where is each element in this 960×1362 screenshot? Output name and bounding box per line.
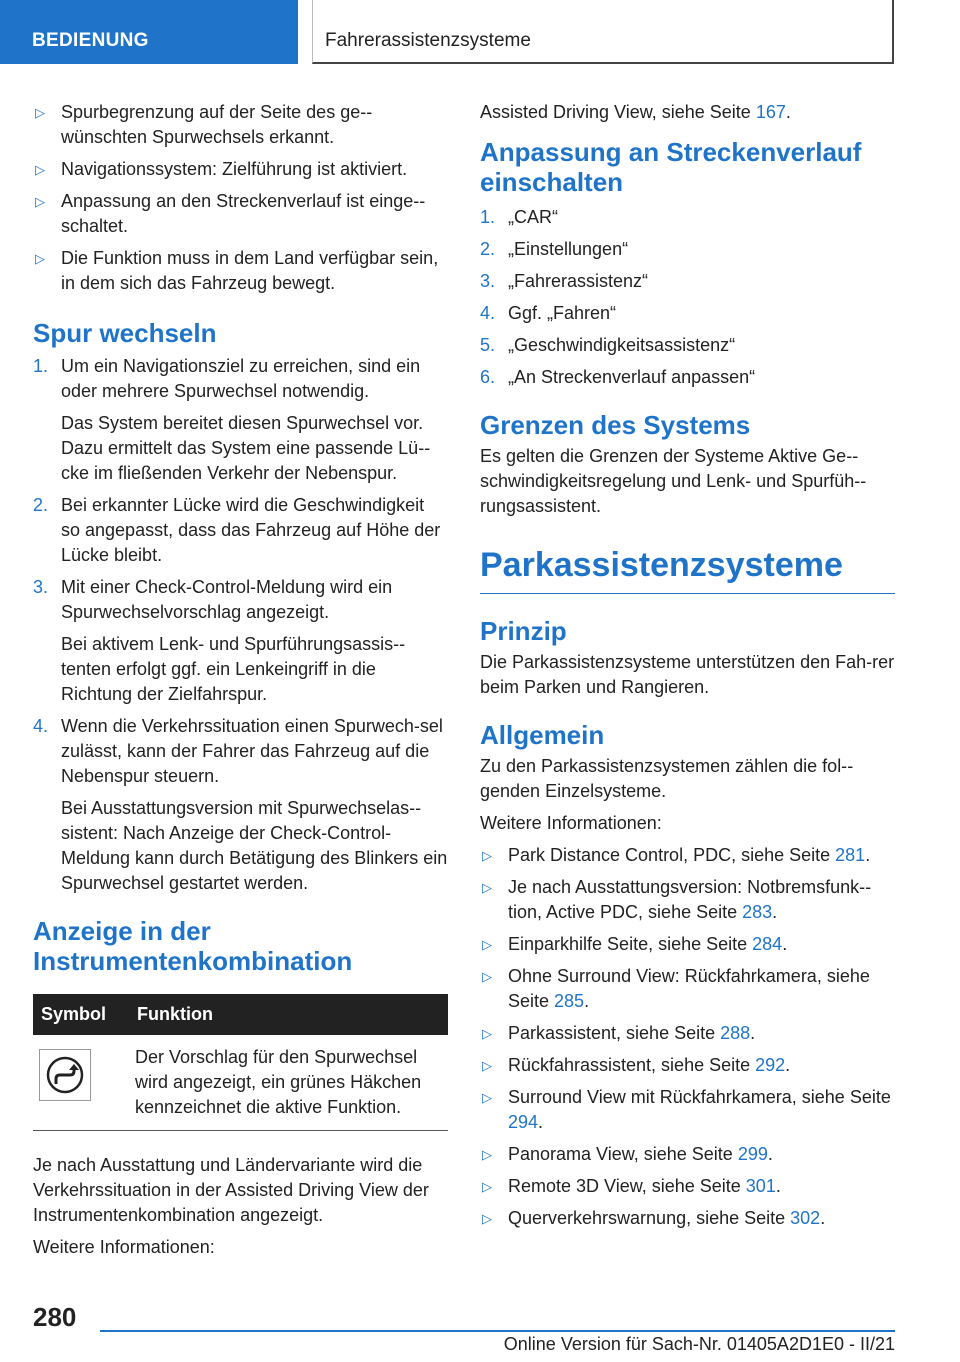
heading-parkassistenzsysteme: Parkassistenzsysteme <box>480 546 843 584</box>
list-item: ▷ Spurbegrenzung auf der Seite des ge-wünschten Spurwechsels erkannt. <box>35 102 373 147</box>
page-link[interactable]: 285 <box>554 991 585 1011</box>
list-item: ▷ Einparkhilfe Seite, siehe Seite 284. <box>480 932 895 957</box>
bullet-marker: ▷ <box>482 1058 492 1073</box>
section-title: BEDIENUNG <box>32 30 149 51</box>
page-link[interactable]: 294 <box>508 1112 539 1132</box>
list-item: ▷ Querverkehrswarnung, siehe Seite 302. <box>480 1206 895 1231</box>
park-links-list <box>480 843 895 1231</box>
chapter-header <box>312 0 894 64</box>
paragraph-allgemein: Zu den Parkassistenzsystemen zählen die fol-genden Einzelsysteme. <box>480 756 854 801</box>
column-header-funktion: Funktion <box>129 994 448 1035</box>
bullet-marker: ▷ <box>482 1026 492 1041</box>
bullet-marker: ▷ <box>482 1211 492 1226</box>
footer-rule <box>100 1330 895 1332</box>
paragraph-weitere-info: Weitere Informationen: <box>480 813 662 833</box>
bullet-marker: ▷ <box>482 1179 492 1194</box>
chapter-title: Fahrerassistenzsysteme <box>325 30 531 51</box>
step-1-detail: Das System bereitet diesen Spurwechsel vor. Dazu ermittelt das System eine passende Lü-cke im fließenden Verkehr der Nebenspur. <box>61 413 431 483</box>
left-column <box>33 100 448 1267</box>
page-link[interactable]: 284 <box>752 934 783 954</box>
list-item: ▷ Je nach Ausstattungsversion: Notbremsfunk-tion, Active PDC, siehe Seite 283. <box>482 877 872 922</box>
page-link[interactable]: 302 <box>790 1208 821 1228</box>
list-item: 6. „An Streckenverlauf anpassen“ <box>480 367 756 387</box>
paragraph-weitere-info: Weitere Informationen: <box>33 1237 215 1257</box>
list-item: 4. Ggf. „Fahren“ <box>480 303 617 323</box>
page-link[interactable]: 288 <box>720 1023 751 1043</box>
step-3: 3. Mit einer Check-Control-Meldung wird ein Spurwechselvorschlag angezeigt. <box>33 577 393 622</box>
heading-anzeige: Anzeige in der Instrumentenkombination <box>33 916 353 976</box>
heading-allgemein: Allgemein <box>480 720 605 750</box>
bullet-marker: ▷ <box>482 969 492 984</box>
step-1: 1. Um ein Navigationsziel zu erreichen, sind ein oder mehrere Spurwechsel notwendig. <box>33 356 421 401</box>
bullet-marker: ▷ <box>482 937 492 952</box>
list-item: ▷ Rückfahrassistent, siehe Seite 292. <box>480 1053 895 1078</box>
heading-anpassung: Anpassung an Streckenverlauf einschalten <box>480 137 862 197</box>
heading-grenzen: Grenzen des Systems <box>480 410 751 440</box>
bullet-marker: ▷ <box>35 251 45 266</box>
bullet-marker: ▷ <box>482 1090 492 1105</box>
step-4-detail: Bei Ausstattungsversion mit Spurwechselas-sistent: Nach Anzeige der Check-Control-Meldung kann durch Betätigung des Blinkers ein Spurwechsel gestartet werden. <box>61 798 448 893</box>
page-link[interactable]: 281 <box>835 845 866 865</box>
list-item: 2. „Einstellungen“ <box>480 239 629 259</box>
list-item: ▷ Remote 3D View, siehe Seite 301. <box>480 1174 895 1199</box>
footer-version: Online Version für Sach-Nr. 01405A2D1E0 - II/21 <box>503 1334 895 1354</box>
list-item: 3. „Fahrerassistenz“ <box>480 271 649 291</box>
step-2: 2. Bei erkannter Lücke wird die Geschwindigkeit so angepasst, dass das Fahrzeug auf Höhe der Lücke bleibt. <box>33 495 441 565</box>
bullet-marker: ▷ <box>482 848 492 863</box>
list-item: ▷ Surround View mit Rückfahrkamera, siehe Seite 294. <box>482 1087 891 1132</box>
list-item: ▷ Park Distance Control, PDC, siehe Seite 281. <box>480 843 895 868</box>
list-item: 1. „CAR“ <box>480 207 558 227</box>
page-link[interactable]: 167 <box>755 102 786 122</box>
list-item: ▷ Parkassistent, siehe Seite 288. <box>480 1021 895 1046</box>
bullet-marker: ▷ <box>35 162 45 177</box>
paragraph-ausstattung: Je nach Ausstattung und Ländervariante wird die Verkehrssituation in der Assisted Driving View der Instrumentenkombination angezeigt. <box>33 1155 429 1225</box>
page-link[interactable]: 283 <box>742 902 773 922</box>
list-item: ▷ Panorama View, siehe Seite 299. <box>480 1142 895 1167</box>
list-item: ▷ Ohne Surround View: Rückfahrkamera, siehe Seite 285. <box>482 966 870 1011</box>
bullet-marker: ▷ <box>35 105 45 120</box>
table-row <box>33 1035 448 1131</box>
column-header-symbol: Symbol <box>33 994 129 1035</box>
list-item: ▷ Die Funktion muss in dem Land verfügbar sein, in dem sich das Fahrzeug bewegt. <box>35 248 439 293</box>
paragraph-assisted-driving: Assisted Driving View, siehe Seite 167. <box>480 102 791 122</box>
heading-spur-wechseln: Spur wechseln <box>33 318 217 348</box>
symbol-table <box>33 994 448 1131</box>
funktion-text: Der Vorschlag für den Spurwechsel wird angezeigt, ein grünes Häkchen kennzeichnet die aktive Funktion. <box>129 1035 448 1131</box>
list-item: ▷ Anpassung an den Streckenverlauf ist einge-schaltet. <box>35 191 426 236</box>
bullet-marker: ▷ <box>482 1147 492 1162</box>
bullet-marker: ▷ <box>35 194 45 209</box>
list-item: 5. „Geschwindigkeitsassistenz“ <box>480 335 736 355</box>
section-tab <box>0 0 298 64</box>
page-link[interactable]: 301 <box>745 1176 776 1196</box>
step-3-detail: Bei aktivem Lenk- und Spurführungsassis-tenten erfolgt ggf. ein Lenkeingriff in die Richtung der Zielfahrspur. <box>61 634 406 704</box>
heading-prinzip: Prinzip <box>480 616 567 646</box>
page-link[interactable]: 292 <box>755 1055 786 1075</box>
step-4: 4. Wenn die Verkehrssituation einen Spurwech-sel zulässt, kann der Fahrer das Fahrzeug auf die Nebenspur steuern. <box>33 716 443 786</box>
lane-change-arrow-icon <box>39 1049 91 1101</box>
bullet-marker: ▷ <box>482 880 492 895</box>
page-link[interactable]: 299 <box>737 1144 768 1164</box>
list-item: ▷ Navigationssystem: Zielführung ist aktiviert. <box>33 157 448 182</box>
right-column <box>480 100 895 1238</box>
section-rule <box>480 593 895 594</box>
page-number: 280 <box>33 1302 77 1332</box>
paragraph-grenzen: Es gelten die Grenzen der Systeme Aktive Ge-schwindigkeitsregelung und Lenk- und Spurfüh-rungsassistent. <box>480 446 867 516</box>
paragraph-prinzip: Die Parkassistenzsysteme unterstützen den Fah-rer beim Parken und Rangieren. <box>480 652 895 697</box>
